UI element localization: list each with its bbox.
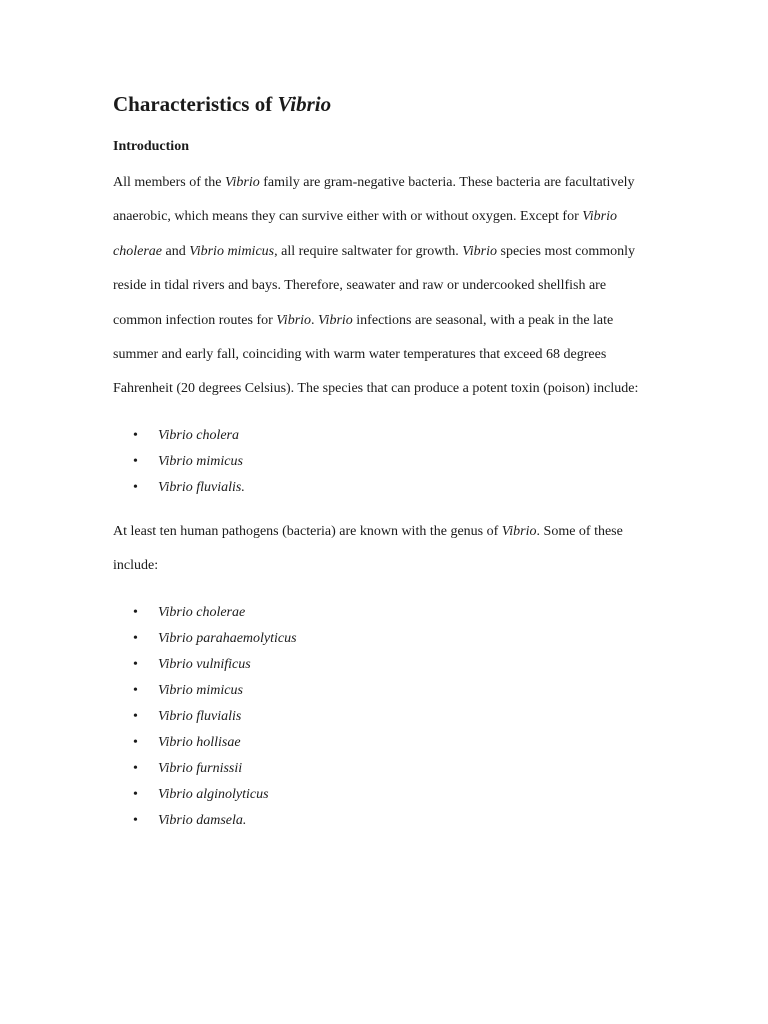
list-item: • Vibrio mimicus	[113, 449, 653, 475]
intro-text-1: All members of the	[113, 175, 225, 190]
intro-italic-3: Vibrio mimicus	[189, 243, 275, 259]
list-item: • Vibrio hollisae	[113, 730, 653, 756]
page-title	[113, 88, 653, 120]
toxin-species-list	[113, 423, 653, 501]
intro-text-5: species most commonly reside in tidal rivers and bays. Therefore, seawater and raw or undercooked shellfish are common infection routes for	[113, 243, 636, 328]
pathogens-text-2: . Some of these include:	[113, 523, 623, 574]
list-item: • Vibrio furnissii	[113, 756, 653, 782]
intro-text-2: family are gram-negative bacteria. These bacteria are facultatively anaerobic, which means they can survive either with or without oxygen. Except for	[113, 175, 635, 225]
section-heading-introduction: Introduction	[113, 139, 189, 154]
list-item: • Vibrio parahaemolyticus	[113, 626, 653, 652]
intro-italic-6: Vibrio	[318, 312, 353, 328]
list-item: • Vibrio cholera	[113, 423, 653, 449]
pathogen-species-list	[113, 600, 653, 834]
intro-italic-1: Vibrio	[224, 175, 260, 190]
pathogens-text-1: At least ten human pathogens (bacteria) are known with the genus of	[113, 523, 502, 539]
list-item: • Vibrio vulnificus	[113, 652, 653, 678]
intro-italic-5: Vibrio	[276, 312, 312, 328]
pathogens-italic-1: Vibrio	[501, 523, 537, 539]
intro-italic-2: Vibrio cholerae	[113, 209, 617, 259]
intro-text-6: .	[311, 312, 319, 328]
title-prefix: Characteristics of	[113, 92, 278, 116]
list-item: • Vibrio fluvialis	[113, 704, 653, 730]
document-page	[113, 88, 653, 834]
list-item: • Vibrio mimicus	[113, 678, 653, 704]
pathogens-paragraph	[113, 515, 653, 584]
intro-text-3: and	[161, 243, 190, 259]
intro-text-7: infections are seasonal, with a peak in the late summer and early fall, coinciding with warm water temperatures that exceed 68 degrees Fahrenheit (20 degrees Celsius). The species that can produce a potent toxin (poison) include:	[113, 312, 639, 397]
list-item: • Vibrio damsela.	[113, 808, 653, 834]
intro-italic-4: Vibrio	[462, 243, 498, 259]
intro-paragraph	[113, 166, 653, 407]
list-item: • Vibrio fluvialis.	[113, 475, 653, 501]
title-genus: Vibrio	[277, 92, 332, 116]
intro-text-4: , all require saltwater for growth.	[274, 243, 463, 259]
list-item: • Vibrio cholerae	[113, 600, 653, 626]
list-item: • Vibrio alginolyticus	[113, 782, 653, 808]
